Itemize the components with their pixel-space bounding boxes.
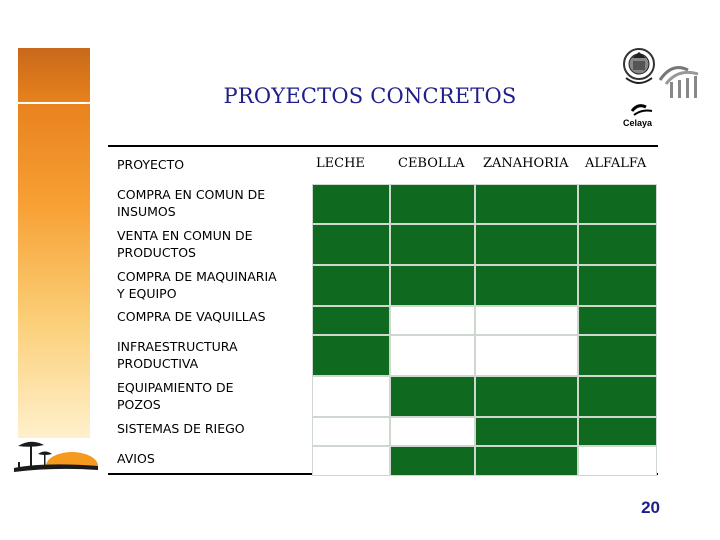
row-label-compra-insumos: COMPRA EN COMUN DE INSUMOS [117, 187, 266, 219]
matrix-cell [390, 265, 475, 306]
matrix-cell [475, 224, 578, 265]
sunset-tree-landscape-icon [14, 432, 98, 478]
matrix-cell [475, 265, 578, 306]
matrix-cell [475, 376, 578, 417]
slide-title: PROYECTOS CONCRETOS [223, 84, 517, 108]
matrix-cell [390, 376, 475, 417]
celaya-logo-icon [630, 103, 654, 117]
matrix-cell [312, 265, 390, 306]
matrix-cell [578, 306, 657, 335]
coat-of-arms-icon [620, 44, 658, 88]
matrix-cell [390, 446, 475, 476]
matrix-cell [578, 335, 657, 376]
row-header-proyecto: PROYECTO [117, 157, 185, 172]
column-header-zanahoria: ZANAHORIA [483, 156, 569, 171]
matrix-cell [578, 265, 657, 306]
row-label-equipamiento-pozos: EQUIPAMIENTO DE POZOS [117, 380, 234, 412]
row-label-infraestructura: INFRAESTRUCTURA PRODUCTIVA [117, 339, 238, 371]
celaya-logo-text: Celaya [623, 118, 653, 128]
matrix-cell [312, 224, 390, 265]
matrix-cell [390, 335, 475, 376]
matrix-cell [475, 417, 578, 446]
row-label-avios: AVIOS [117, 451, 155, 466]
matrix-cell [390, 306, 475, 335]
matrix-cell [475, 184, 578, 224]
row-label-sistemas-riego: SISTEMAS DE RIEGO [117, 421, 245, 436]
matrix-cell [578, 184, 657, 224]
matrix-cell [312, 184, 390, 224]
matrix-cell [390, 417, 475, 446]
matrix-cell [578, 417, 657, 446]
curved-lines-logo-icon [658, 60, 702, 100]
matrix-cell [578, 224, 657, 265]
matrix-cell [390, 224, 475, 265]
matrix-cell [475, 335, 578, 376]
matrix-cell [475, 446, 578, 476]
matrix-cell [578, 446, 657, 476]
column-header-leche: LECHE [316, 156, 365, 171]
matrix-cell [312, 417, 390, 446]
matrix-cell [312, 446, 390, 476]
matrix-cell [578, 376, 657, 417]
matrix-cell [312, 376, 390, 417]
matrix-cell [390, 184, 475, 224]
row-label-venta-productos: VENTA EN COMUN DE PRODUCTOS [117, 228, 253, 260]
column-header-alfalfa: ALFALFA [585, 156, 647, 171]
matrix-cell [312, 335, 390, 376]
page-number: 20 [641, 498, 660, 517]
row-label-compra-maquinaria: COMPRA DE MAQUINARIA Y EQUIPO [117, 269, 277, 301]
matrix-cell [475, 306, 578, 335]
matrix-cell [312, 306, 390, 335]
row-label-compra-vaquillas: COMPRA DE VAQUILLAS [117, 309, 266, 324]
column-header-cebolla: CEBOLLA [398, 156, 465, 171]
